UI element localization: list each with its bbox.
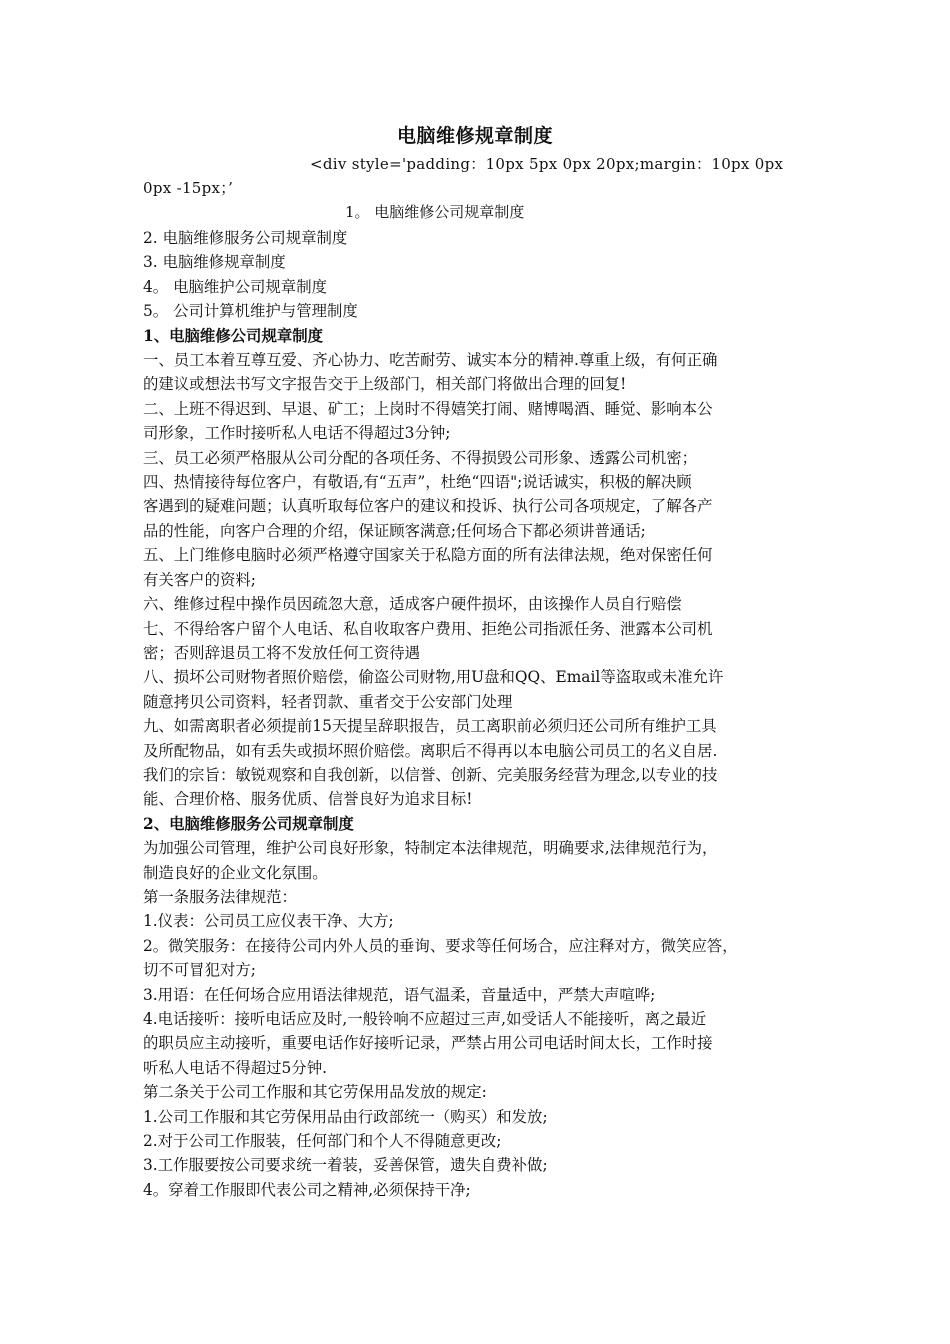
- document-body: [143, 226, 813, 1202]
- toc-item-3: 3. 电脑维修规章制度: [143, 253, 286, 272]
- body-line: 1.公司工作服和其它劳保用品由行政部统一（购买）和发放;: [143, 1107, 548, 1126]
- body-line: 品的性能，向客户合理的介绍，保证顾客满意;任何场合下都必须讲普通话;: [143, 521, 646, 540]
- body-line: 九、如需离职者必须提前15天提呈辞职报告，员工离职前必须归还公司所有维护工具: [143, 717, 717, 736]
- body-line: 1.仪表：公司员工应仪表干净、大方;: [143, 912, 394, 931]
- code-text-line-2: 0px -15px；’: [143, 179, 234, 197]
- body-line: 4。穿着工作服即代表公司之精神,必须保持干净;: [143, 1180, 471, 1199]
- body-line: 随意拷贝公司资料，轻者罚款、重者交于公安部门处理: [143, 692, 513, 711]
- body-line: 及所配物品，如有丢失或损坏照价赔偿。离职后不得再以本电脑公司员工的名义自居.: [143, 741, 718, 760]
- body-line: 的职员应主动接听，重要电话作好接听记录，严禁占用公司电话时间太长，工作时接: [143, 1034, 713, 1053]
- body-line: 第一条服务法律规范：: [143, 887, 297, 906]
- body-line: 能、合理价格、服务优质、信誉良好为追求目标!: [143, 790, 473, 809]
- body-line: 有关客户的资料;: [143, 570, 256, 589]
- body-line: 2.对于公司工作服装，任何部门和个人不得随意更改;: [143, 1132, 502, 1151]
- body-line: 一、员工本着互尊互爱、齐心协力、吃苦耐劳、诚实本分的精神.尊重上级，有何正确: [143, 351, 718, 370]
- body-line: 密；否则辞退员工将不发放任何工资待遇: [143, 643, 421, 662]
- body-line: 4.电话接听：接听电话应及时,一般铃响不应超过三声,如受话人不能接听，离之最近: [143, 1010, 707, 1028]
- body-line: 听私人电话不得超过5分钟.: [143, 1058, 327, 1077]
- body-line: 七、不得给客户留个人电话、私自收取客户费用、拒绝公司指派任务、泄露本公司机: [143, 619, 713, 638]
- body-line: 客遇到的疑难问题；认真听取每位客户的建议和投诉、执行公司各项规定，了解各产: [143, 497, 713, 516]
- body-line: 的建议或想法书写文字报告交于上级部门，相关部门将做出合理的回复!: [143, 375, 627, 394]
- toc-item-4: 4。 电脑维护公司规章制度: [143, 277, 327, 296]
- code-text-line-1: <div style='padding：10px 5px 0px 20px;margin：10px 0px: [310, 155, 784, 173]
- section-heading-2: 2、电脑维修服务公司规章制度: [143, 814, 354, 833]
- body-line: 三、员工必须严格服从公司分配的各项任务、不得损毁公司形象、透露公司机密；: [143, 448, 698, 467]
- toc-item-2: 2. 电脑维修服务公司规章制度: [143, 229, 348, 247]
- body-line: 六、维修过程中操作员因疏忽大意，适成客户硬件损坏，由该操作人员自行赔偿: [143, 595, 682, 614]
- toc-item-5: 5。 公司计算机维护与管理制度: [143, 302, 358, 321]
- body-line: 第二条关于公司工作服和其它劳保用品发放的规定:: [143, 1083, 487, 1102]
- document-title: 电脑维修规章制度: [396, 125, 553, 147]
- body-line: 为加强公司管理，维护公司良好形象，特制定本法律规范，明确要求,法律规范行为，: [143, 839, 718, 858]
- body-line: 制造良好的企业文化氛围。: [143, 863, 328, 882]
- body-line: 我们的宗旨：敏锐观察和自我创新，以信誉、创新、完美服务经营为理念,以专业的技: [143, 765, 718, 784]
- toc-item-1: 1。 电脑维修公司规章制度: [345, 203, 525, 221]
- body-line: 四、热情接待每位客户，有敬语,有“五声”，杜绝“四语";说话诚实，积极的解决顾: [143, 473, 692, 492]
- body-line: 二、上班不得迟到、早退、矿工；上岗时不得嬉笑打闹、赌博喝酒、睡觉、影响本公: [143, 399, 713, 418]
- body-line: 2。微笑服务：在接待公司内外人员的垂询、要求等任何场合，应注释对方，微笑应答，: [143, 936, 738, 955]
- body-line: 3.用语：在任何场合应用语法律规范，语气温柔，音量适中，严禁大声喧哗;: [143, 985, 656, 1004]
- body-line: 五、上门维修电脑时必须严格遵守国家关于私隐方面的所有法律法规，绝对保密任何: [143, 546, 713, 565]
- body-line: 八、损坏公司财物者照价赔偿，偷盗公司财物,用U盘和QQ、Email等盗取或未准允许: [143, 668, 724, 687]
- section-heading-1: 1、电脑维修公司规章制度: [143, 326, 324, 345]
- body-line: 司形象，工作时接听私人电话不得超过3分钟;: [143, 424, 451, 443]
- body-line: 3.工作服要按公司要求统一着装，妥善保管，遗失自费补做;: [143, 1156, 548, 1175]
- body-line: 切不可冒犯对方;: [143, 961, 256, 980]
